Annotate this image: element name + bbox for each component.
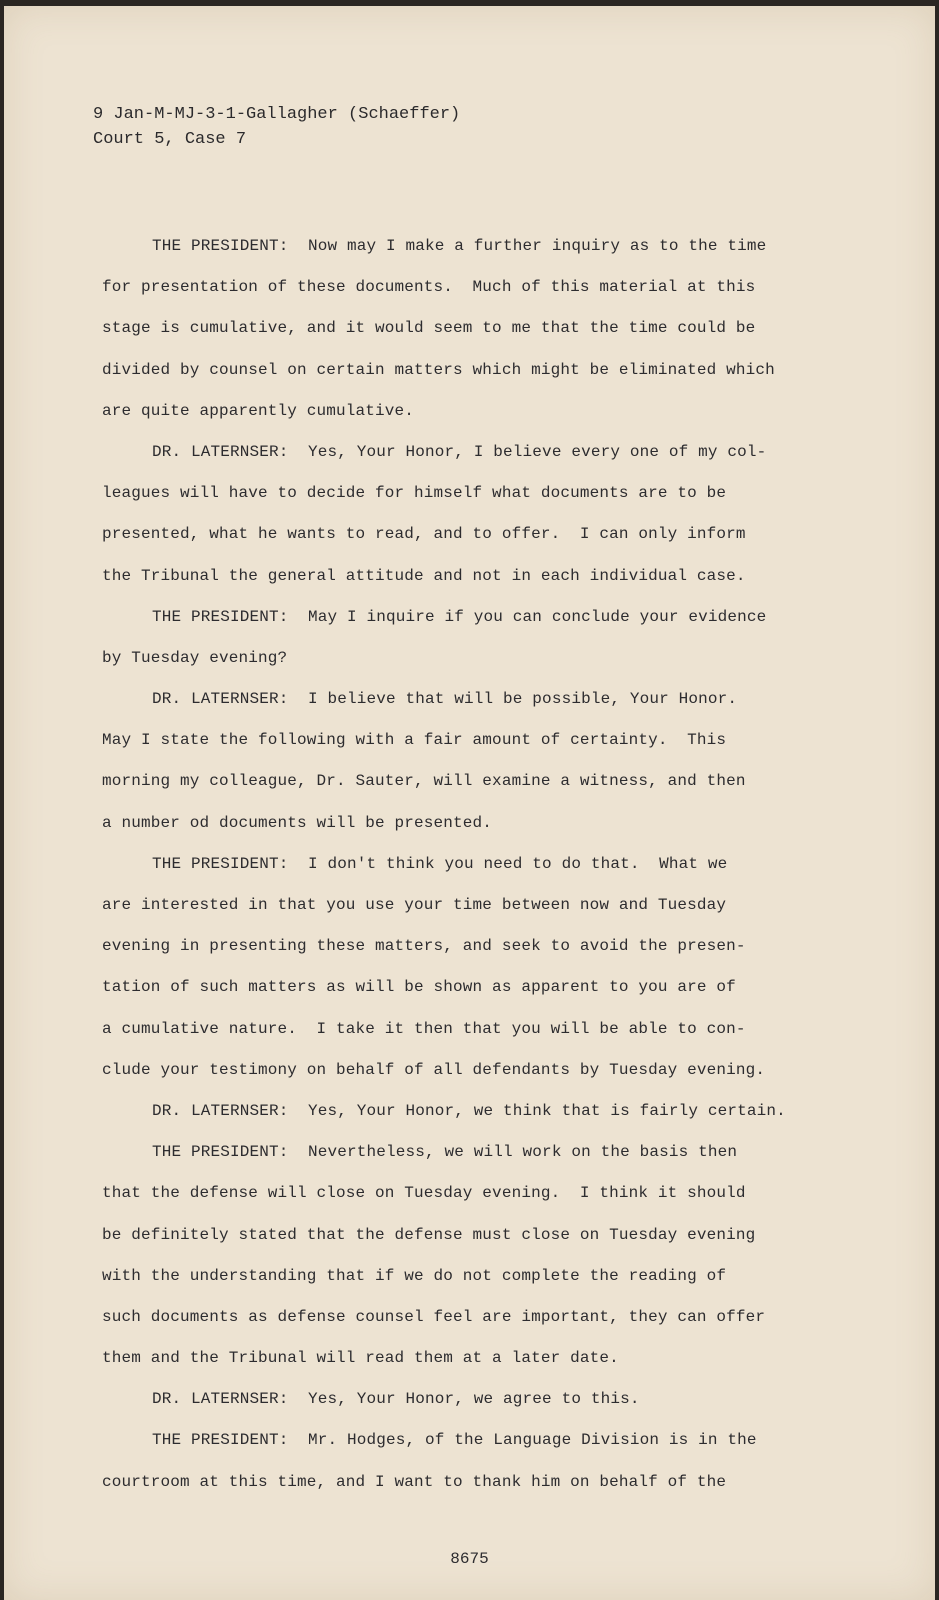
transcript-line: tation of such matters as will be shown as apparent to you are of — [102, 978, 736, 997]
transcript-line: THE PRESIDENT: Now may I make a further inquiry as to the time — [152, 237, 767, 255]
transcript-line: THE PRESIDENT: Mr. Hodges, of the Language Division is in the — [152, 1431, 757, 1450]
transcript-line: May I state the following with a fair amount of certainty. This — [102, 731, 727, 750]
transcript-line: DR. LATERNSER: Yes, Your Honor, we think that is fairly certain. — [152, 1101, 786, 1120]
page-number: 8675 — [450, 1550, 489, 1568]
transcript-line: such documents as defense counsel feel are important, they can offer — [102, 1307, 766, 1326]
document-header — [93, 102, 460, 152]
transcript-line: clude your testimony on behalf of all defendants by Tuesday evening. — [102, 1060, 766, 1079]
transcript-line: for presentation of these documents. Much of this material at this — [102, 278, 756, 297]
transcript-line: are interested in that you use your time between now and Tuesday — [102, 896, 727, 914]
transcript-line: morning my colleague, Dr. Sauter, will examine a witness, and then — [102, 772, 746, 791]
transcript-line: a number od documents will be presented. — [102, 813, 493, 832]
header-court-case: Court 5, Case 7 — [93, 130, 247, 149]
transcript-line: a cumulative nature. I take it then that you will be able to con- — [102, 1019, 746, 1038]
transcript-line: evening in presenting these matters, and seek to avoid the presen- — [102, 937, 746, 956]
transcript-line: presented, what he wants to read, and to offer. I can only inform — [102, 525, 746, 544]
transcript-line: the Tribunal the general attitude and not in each individual case. — [102, 566, 746, 585]
transcript-line: THE PRESIDENT: Nevertheless, we will work on the basis then — [152, 1143, 738, 1162]
transcript-line: THE PRESIDENT: I don't think you need to do that. What we — [152, 854, 728, 873]
transcript-line: leagues will have to decide for himself what documents are to be — [102, 484, 727, 503]
transcript-line: by Tuesday evening? — [102, 648, 288, 667]
transcript-line: divided by counsel on certain matters which might be eliminated which — [102, 360, 775, 379]
transcript-line: be definitely stated that the defense must close on Tuesday evening — [102, 1225, 756, 1244]
transcript-line: stage is cumulative, and it would seem to me that the time could be — [102, 319, 756, 338]
transcript-line: DR. LATERNSER: Yes, Your Honor, we agree to this. — [152, 1390, 640, 1409]
transcript-line: with the understanding that if we do not complete the reading of — [102, 1266, 727, 1285]
transcript-line: that the defense will close on Tuesday evening. I think it should — [102, 1184, 746, 1203]
transcript-body — [102, 226, 822, 1503]
transcript-line: DR. LATERNSER: I believe that will be possible, Your Honor. — [152, 690, 738, 709]
transcript-line: are quite apparently cumulative. — [102, 401, 415, 420]
document-page — [4, 6, 935, 1600]
header-reference: 9 Jan-M-MJ-3-1-Gallagher (Schaeffer) — [93, 105, 461, 124]
transcript-line: courtroom at this time, and I want to thank him on behalf of the — [102, 1472, 727, 1491]
transcript-line: DR. LATERNSER: Yes, Your Honor, I believe every one of my col- — [152, 442, 767, 461]
transcript-line: THE PRESIDENT: May I inquire if you can conclude your evidence — [152, 607, 767, 626]
transcript-line: them and the Tribunal will read them at a later date. — [102, 1349, 619, 1368]
